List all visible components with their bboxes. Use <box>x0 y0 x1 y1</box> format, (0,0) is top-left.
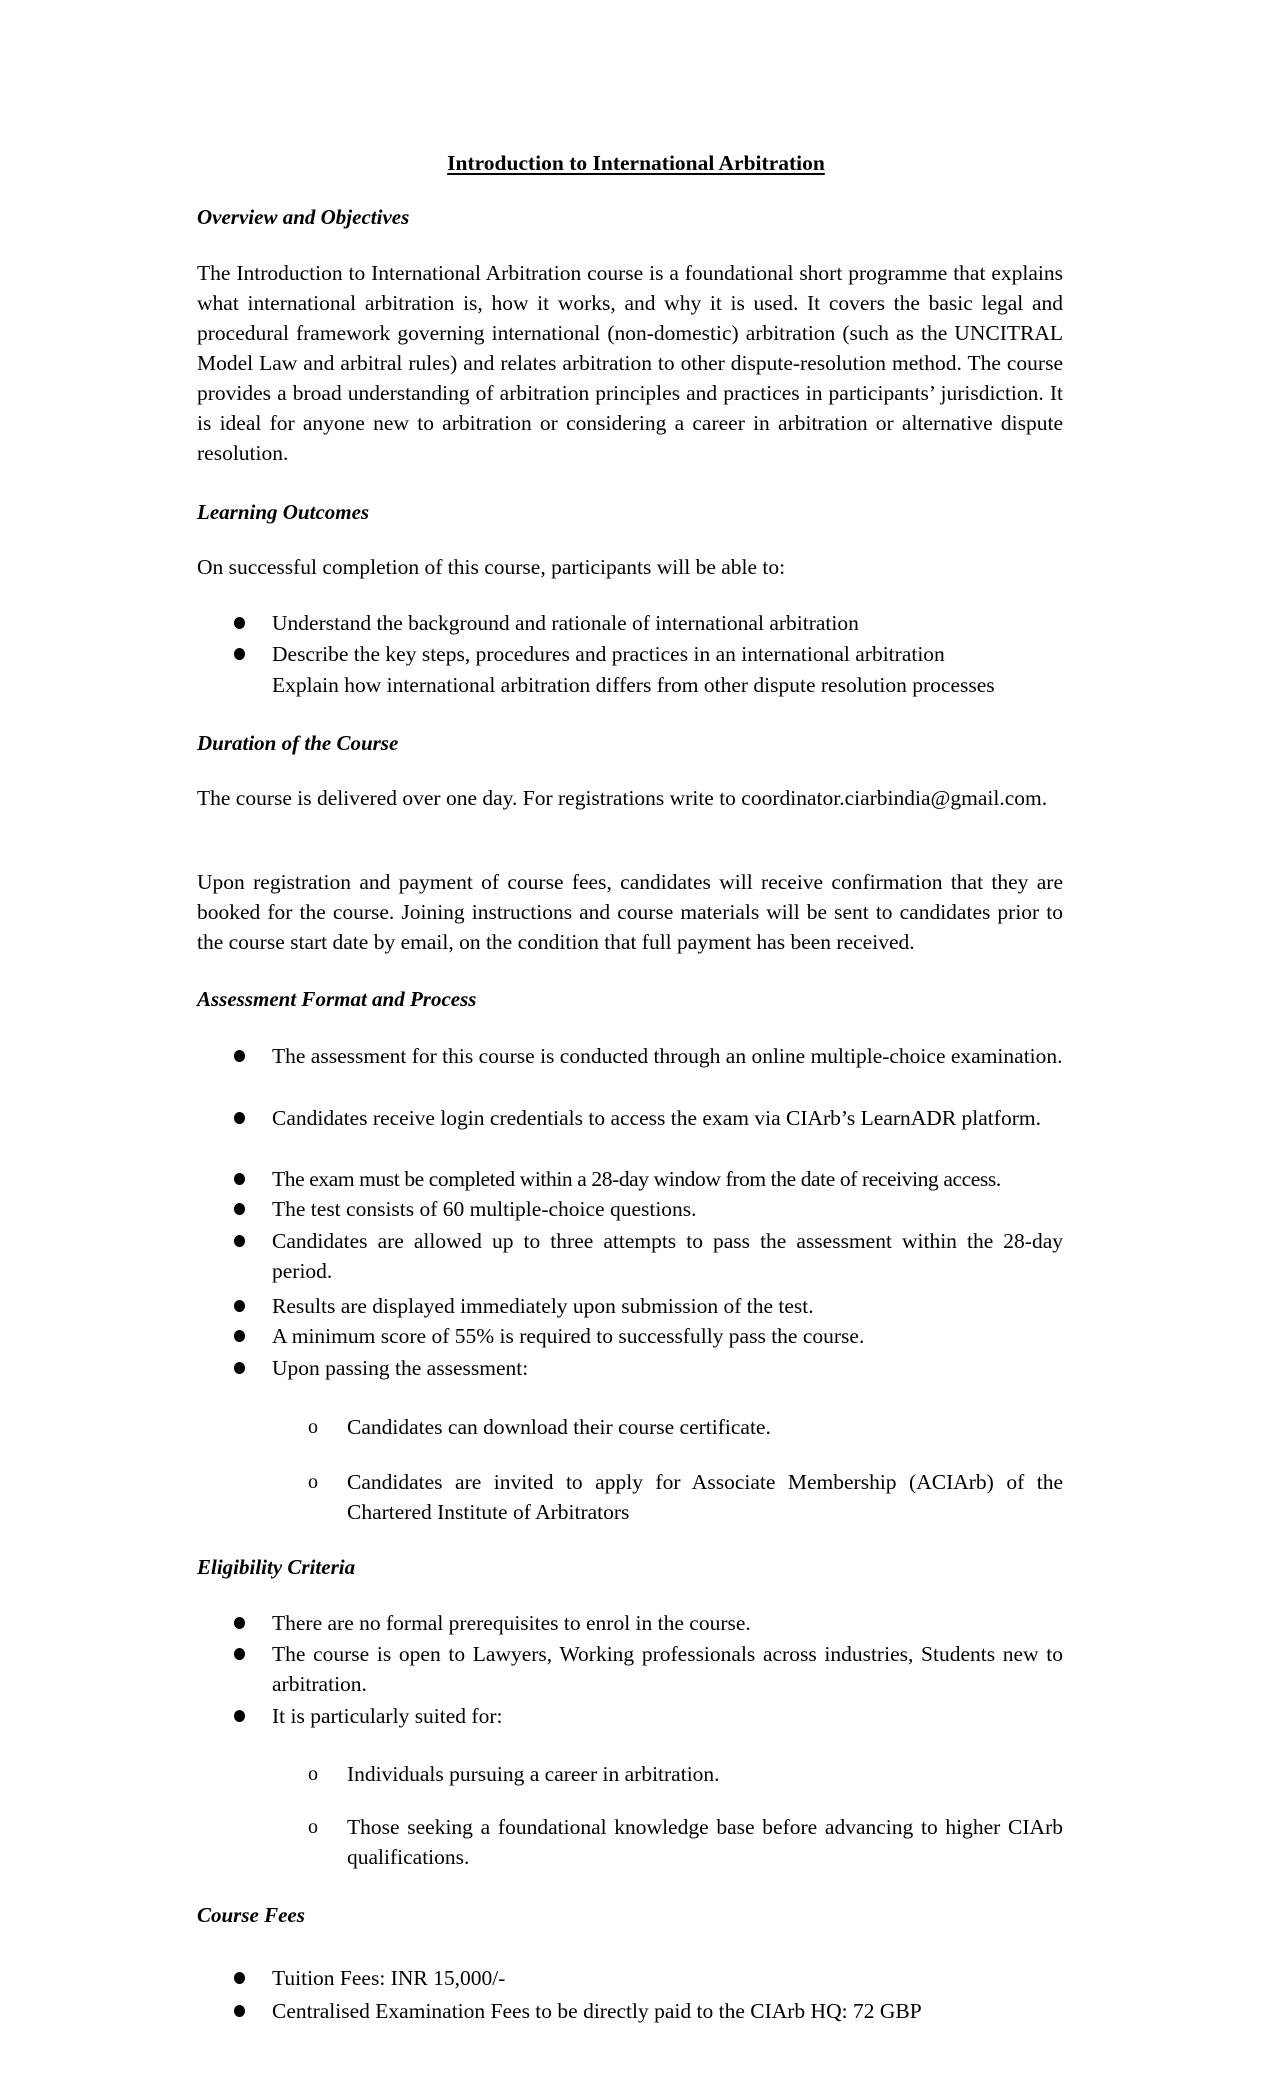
sub-bullet-circle-icon: o <box>308 1471 318 1493</box>
list-item <box>222 1354 1063 1384</box>
bullet-dot-icon <box>222 1104 256 1134</box>
list-item-text: The assessment for this course is conducted through an online multiple-choice examination. <box>272 1044 1063 1068</box>
bullet-dot-icon <box>222 609 256 639</box>
bullet-dot-icon <box>222 1322 256 1352</box>
list-item-text: A minimum score of 55% is required to successfully pass the course. <box>272 1324 865 1348</box>
sub-list-item <box>300 1812 1063 1872</box>
learning-outcomes-intro: On successful completion of this course, participants will be able to: <box>197 555 786 579</box>
section-heading-duration: Duration of the Course <box>197 731 399 755</box>
bullet-dot-icon <box>222 1640 256 1670</box>
overview-paragraph: The Introduction to International Arbitration course is a foundational short programme that explains what international arbitration is, how it works, and why it is used. It covers the basic legal and procedural framework governing international (non-domestic) arbitration (such as the UNCITRAL Model Law and arbitral rules) and relates arbitration to other dispute-resolution method. The course provides a broad understanding of arbitration principles and practices in participants’ jurisdiction. It is ideal for anyone new to arbitration or considering a career in arbitration or alternative dispute resolution. <box>197 261 1063 465</box>
list-item-text: Results are displayed immediately upon submission of the test. <box>272 1294 814 1318</box>
list-item <box>222 1104 1063 1134</box>
section-heading-assessment: Assessment Format and Process <box>197 987 477 1011</box>
sub-list-item-text: Those seeking a foundational knowledge base before advancing to higher CIArb qualifications. <box>347 1815 1063 1869</box>
bullet-dot-icon <box>222 1997 256 2027</box>
sub-bullet-circle-icon: o <box>308 1816 318 1838</box>
list-item-text: Explain how international arbitration differs from other dispute resolution processes <box>272 673 995 697</box>
bullet-dot-icon <box>222 1964 256 1994</box>
list-item <box>222 1640 1063 1699</box>
list-item-text: Describe the key steps, procedures and practices in an international arbitration <box>272 642 945 666</box>
bullet-dot-icon <box>222 1227 256 1257</box>
list-item <box>222 1195 1063 1225</box>
bullet-dot-icon <box>222 1195 256 1225</box>
section-heading-eligibility: Eligibility Criteria <box>197 1555 356 1579</box>
sub-bullet-circle-icon: o <box>308 1763 318 1785</box>
sub-list-item-text: Individuals pursuing a career in arbitration. <box>347 1762 720 1786</box>
list-item-text: The exam must be completed within a 28-day window from the date of receiving access. <box>272 1167 1001 1191</box>
bullet-dot-icon <box>222 1354 256 1384</box>
list-item <box>222 1042 1063 1072</box>
list-item <box>222 1292 1063 1322</box>
bullet-dot-icon <box>222 1042 256 1072</box>
list-item-text: The test consists of 60 multiple-choice questions. <box>272 1197 697 1221</box>
sub-list-item-text: Candidates are invited to apply for Associate Membership (ACIArb) of the Chartered Institute of Arbitrators <box>347 1470 1063 1524</box>
list-item <box>222 1964 1063 1994</box>
bullet-dot-icon <box>222 1292 256 1322</box>
registration-paragraph: Upon registration and payment of course fees, candidates will receive confirmation that they are booked for the course. Joining instructions and course materials will be sent to candidates prior to the course start date by email, on the condition that full payment has been received. <box>197 870 1063 954</box>
list-item <box>222 1165 1063 1195</box>
bullet-dot-icon <box>222 1609 256 1639</box>
list-item-text: Understand the background and rationale of international arbitration <box>272 611 859 635</box>
list-item <box>222 1322 1063 1352</box>
bullet-dot-icon <box>222 1702 256 1732</box>
list-item-text: There are no formal prerequisites to enrol in the course. <box>272 1611 751 1635</box>
list-item-text: The course is open to Lawyers, Working professionals across industries, Students new to arbitration. <box>272 1642 1063 1696</box>
list-item <box>222 1609 1063 1639</box>
sub-bullet-circle-icon: o <box>308 1416 318 1438</box>
bullet-dot-icon <box>222 1165 256 1195</box>
list-item-text: Centralised Examination Fees to be directly paid to the CIArb HQ: 72 GBP <box>272 1999 922 2023</box>
list-item <box>222 671 1063 701</box>
list-item <box>222 1997 1063 2027</box>
sub-list-item <box>300 1412 1063 1442</box>
list-item-text: Candidates receive login credentials to access the exam via CIArb’s LearnADR platform. <box>272 1106 1041 1130</box>
duration-paragraph <box>197 783 1063 813</box>
bullet-dot-icon <box>222 640 256 670</box>
duration-text: The course is delivered over one day. For registrations write to coordinator.ciarbindia@gmail.com. <box>197 786 1048 810</box>
list-item <box>222 1227 1063 1286</box>
sub-list-item-text: Candidates can download their course certificate. <box>347 1415 771 1439</box>
list-item <box>222 1702 1063 1732</box>
list-item-text: Candidates are allowed up to three attempts to pass the assessment within the 28-day period. <box>272 1229 1063 1283</box>
section-heading-overview: Overview and Objectives <box>197 205 410 229</box>
list-item-text: Tuition Fees: INR 15,000/- <box>272 1966 506 1990</box>
list-item <box>222 609 1063 639</box>
document-title: Introduction to International Arbitration <box>447 151 825 175</box>
sub-list-item <box>300 1467 1063 1527</box>
section-heading-learning-outcomes: Learning Outcomes <box>197 500 370 524</box>
list-item <box>222 640 1063 670</box>
sub-list-item <box>300 1759 1063 1789</box>
list-item-text: Upon passing the assessment: <box>272 1356 529 1380</box>
section-heading-course-fees: Course Fees <box>197 1903 305 1927</box>
list-item-text: It is particularly suited for: <box>272 1704 503 1728</box>
